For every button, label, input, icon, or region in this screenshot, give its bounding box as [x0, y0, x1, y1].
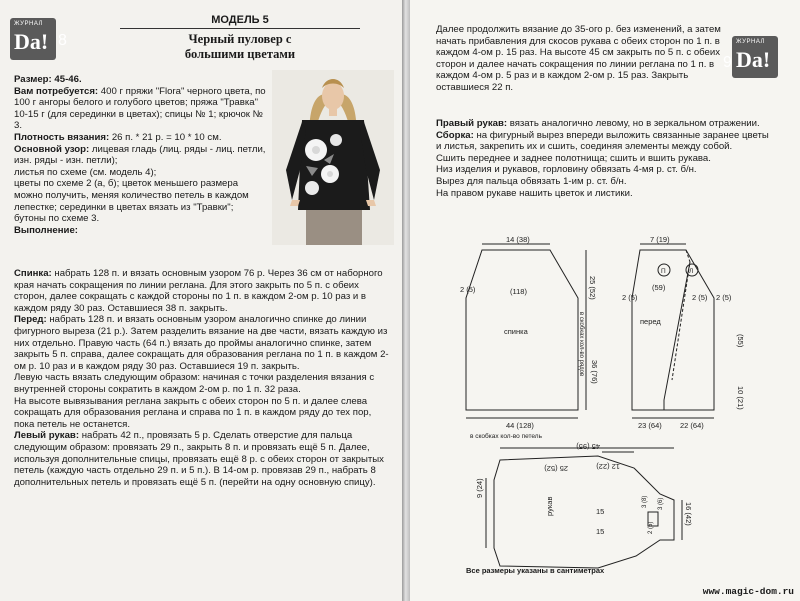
model-heading: МОДЕЛЬ 5 — [120, 14, 360, 29]
sleeve-outline — [494, 456, 674, 568]
title-line: большими цветами — [184, 47, 296, 61]
paragraph: Вырез для пальца обвязать 1-им р. ст. б/н. — [436, 175, 627, 187]
materials-block — [14, 74, 268, 236]
dim-label: 2 (5) — [692, 293, 708, 302]
dim-label: 2 (5) — [648, 521, 654, 534]
paragraph: Выполнение: — [14, 224, 78, 236]
logo-caption: ЖУРНАЛ — [14, 21, 43, 27]
dim-label: 2 (5) — [460, 285, 476, 294]
dim-label: 44 (128) — [506, 421, 534, 430]
logo-text: Da! — [736, 47, 771, 72]
dim-label: 3 (6) — [658, 497, 664, 510]
paragraph: Сшить переднее и заднее полотнища; сшить и вшить рукава. — [436, 152, 711, 164]
paragraph: Правый рукав: вязать аналогично левому, но в зеркальном отражении. — [436, 118, 760, 129]
dim-label: 16 (42) — [684, 502, 693, 526]
dim-label: 14 (38) — [506, 235, 530, 244]
dim-label: 3 (8) — [642, 495, 648, 508]
sweater-illustration — [272, 70, 394, 245]
mark-label: П — [661, 268, 666, 275]
dim-label: 9 (24) — [475, 478, 484, 498]
dim-label: 2 (5) — [622, 293, 638, 302]
title-line: Черный пуловер с — [188, 32, 292, 46]
dim-label: 25 (52) — [544, 464, 568, 473]
assembly-text — [436, 118, 776, 199]
note-label: в скобках кол-во петель — [470, 433, 542, 440]
dim-label: (59) — [652, 283, 666, 292]
measurement-note: Все размеры указаны в сантиметрах — [466, 566, 605, 575]
dim-label: 45 (95) — [576, 442, 600, 451]
dim-label: 36 (76) — [590, 360, 599, 384]
dim-label: 2 (5) — [716, 293, 732, 302]
paragraph: Основной узор: лицевая гладь (лиц. ряды - лиц. петли, изн. ряды - изн. петли); — [14, 143, 266, 167]
dim-label: 12 (22) — [596, 462, 620, 471]
paragraph: Плотность вязания: 26 п. * 21 р. = 10 * 10 см. — [14, 131, 222, 143]
dim-label: (118) — [510, 287, 527, 296]
note-label: в скобках кол-во рядов — [578, 312, 584, 377]
paragraph: Вам потребуется: 400 г пряжи "Flora" черного цвета, по 100 г ангоры белого и голубого цветов; пряжа "Травка" 10-15 г (для серединки в цветах); спицы № 1; крючок № 3. — [14, 85, 266, 132]
part-label: спинка — [504, 327, 528, 336]
dim-label: 25 (52) — [588, 276, 597, 300]
dim-label: 22 (64) — [680, 421, 704, 430]
paragraph: листья по схеме (см. модель 4); — [14, 166, 157, 178]
logo-text: Da! — [14, 29, 49, 54]
dim-label: 23 (64) — [638, 421, 662, 430]
dim-label: 15 — [596, 527, 605, 536]
paragraph: цветы по схеме 2 (а, б); цветок меньшего размера можно получить, меняя количество петель в каждом лепестке; серединки в цветах вязать из "Травки"; — [14, 178, 249, 213]
pattern-title — [120, 32, 360, 62]
part-label: рукав — [545, 496, 554, 516]
book-spine — [402, 0, 410, 601]
pattern-schematic — [410, 228, 800, 573]
dim-label: 15 — [596, 507, 605, 516]
continuation-text — [436, 24, 736, 94]
dim-label: 7 (19) — [650, 235, 670, 244]
dim-label: 10 (21) — [736, 386, 745, 410]
mark-label: Л — [689, 268, 694, 275]
part-label: перед — [640, 317, 661, 326]
paragraph: Левый рукав: набрать 42 п., провязать 5 р. Сделать отверстие для пальца следующим образом: провязать 29 п., закрыть 8 п. и провязать ещё 5 п. Далее, используя дополнительные спицы, провязать ещё 8 р. с обеих сторон от закрытых петель (каждую часть отдельно 29 п. и 5 п.). В 14-ом р. провязав 29 п., набрать 8 дополнительных петель и провязать ещё 5 п. (перейти на одну основную спицу). — [14, 430, 384, 488]
magazine-logo — [732, 36, 778, 78]
magazine-logo — [10, 18, 56, 60]
logo-caption: ЖУРНАЛ — [736, 39, 765, 45]
paragraph: На правом рукаве нашить цветок и листики. — [436, 187, 633, 199]
paragraph: Спинка: набрать 128 п. и вязать основным узором 76 р. Через 36 см от наборного края начать сокращения по линии реглана. Для этого закрыть по 5 п. с обеих сторон, далее сокращать с каждой стороны по 1 п. в каждом 2-ом р. 10 раз и в каждом ряду 30 раз. Оставшиеся 38 п. закрыть. — [14, 268, 383, 314]
paragraph: На высоте вывязывания реглана закрыть с обеих сторон по 5 п. и далее слева сокращать для образования реглана и справа по 1 п. в каждом ряду до тех пор, пока петель не останется. — [14, 395, 372, 430]
page-number: 9 — [723, 54, 732, 71]
model-photo — [272, 70, 394, 245]
paragraph: бутоны по схеме 3. — [14, 213, 100, 225]
dim-label: (55) — [736, 334, 745, 348]
paragraph: Низ изделия и рукавов, горловину обвязать 4-мя р. ст. б/н. — [436, 164, 697, 176]
instructions-block — [14, 268, 394, 488]
page-number: 8 — [58, 32, 67, 49]
website-url: www.magic-dom.ru — [702, 586, 794, 597]
paragraph: Перед: набрать 128 п. и вязать основным узором аналогично спинке до линии фигурного выреза (21 р.). Затем разделить вязание на две части, вязать каждую из них отдельно. Правую часть (64 п.) вязать до проймы аналогично спинке, затем закрыть 5 п. справа, далее сокращать для образования реглана по 1 п. в каждом 2-ом р. 10 раз и в каждом ряду 30 раз. Оставшиеся 19 п. закрыть. — [14, 314, 389, 372]
front-outline — [632, 250, 714, 410]
paragraph: Далее продолжить вязание до 35-ого р. без изменений, а затем начать прибавления для скосов рукава с обеих сторон по 1 п. в каждом 4-ом р. 15 раз. На высоте 45 см закрыть по 5 п. с обеих сторон и далее начать сокращения по линии реглана по 1 п. в каждом 4-ом р. 5 раз и в каждом 2-ом р. 15 раз. Закрыть оставшиеся 22 п. — [436, 24, 721, 93]
paragraph: Левую часть вязать следующим образом: начиная с точки разделения вязания с внутренней стороны сократить в каждом 2-ом р. по 1 п. 32 раза. — [14, 372, 375, 395]
paragraph: Сборка: на фигурный вырез впереди выложить связанные заранее цветы и листья, закрепить их и сшить, соединяя элементы между собой. — [436, 129, 769, 153]
paragraph: Размер: 45-46. — [14, 74, 82, 85]
